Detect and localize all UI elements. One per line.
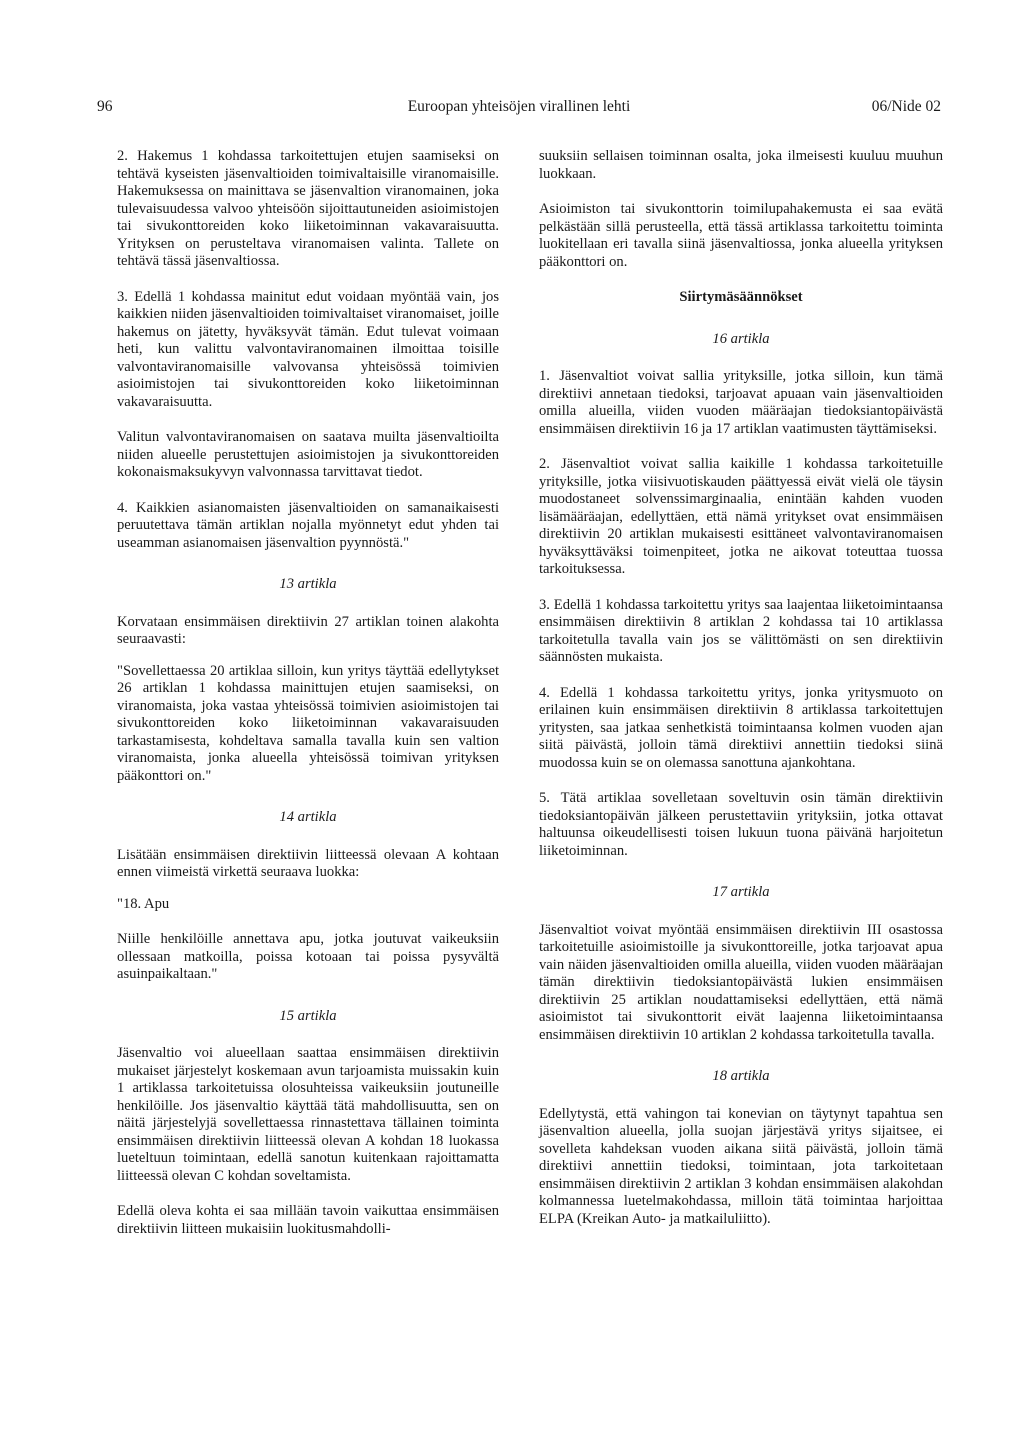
paragraph: Edellä oleva kohta ei saa millään tavoin vaikuttaa ensimmäisen direktiivin liitteen mukaisiin luokitusmahdolli- <box>117 1203 499 1237</box>
quoted-paragraph: "Sovellettaessa 20 artiklaa silloin, kun yritys täyttää edellytykset 26 artiklan 1 kohdassa mainittujen etujen saamiseksi, on viranomaista, joka vastaa yhteisössä toimivien asioimistojen tai sivukonttoreiden koko liiketoiminnan vakavaraisuuden tarkastamisesta, kohdeltava samalla tavalla kuin sen valtion viranomaista, jonka alueella yhteisössä toimivan yrityksen pääkonttori on." <box>117 662 499 784</box>
paragraph: 3. Edellä 1 kohdassa mainitut edut voidaan myöntää vain, jos kaikkien niiden jäsenvaltioiden toimivaltaiset viranomaiset, joille hakemus on jätetty, hyväksyvät tämän. Edut tulevat voimaan heti, kun valittu valvontaviranomainen ilmoittaa toisille valvontaviranomaisille valvovansa yhteisössä toimivien asioimistojen tai sivukonttoreiden koko liiketoiminnan vakavaraisuutta. <box>117 288 499 410</box>
paragraph: 4. Edellä 1 kohdassa tarkoitettu yritys, jonka yritysmuoto on erilainen kuin ensimmäisen direktiivin 8 artiklassa tarkoitettujen yritysten, saa jatkaa senhetkistä toimintaansa kolmen vuoden ajan siitä päivästä, jolloin tämä direktiivi annettiin tiedoksi siinä muodossa kuin se on olemassa sanottuna ajankohtana. <box>539 684 943 771</box>
category-label: "18. Apu <box>117 895 170 912</box>
paragraph: 5. Tätä artiklaa sovelletaan soveltuvin osin tämän direktiivin tiedoksiantopäivän jälkeen perustettaviin yrityksiin, jotka ottavat haltuunsa oikeudellisesti toisen lukuun tuona päivänä harjoitetun liiketoiminnan. <box>539 790 943 859</box>
paragraph: Jäsenvaltiot voivat myöntää ensimmäisen direktiivin III osastossa tarkoitetuille asioimistoille ja sivukonttoreille, jotka tarjoavat apua vain näiden jäsenvaltioiden omilla alueilla, viiden vuoden määräajan tämän direktiivin tiedoksiantopäivästä lukien ensimmäisen direktiivin 25 artiklan noudattamiseksi edellyttäen, että nämä asioimistot tai sivukonttorit eivät laajenna liiketoimintaansa ensimmäisen direktiivin 10 artiklan 2 kohdassa tarkoitetulla tavalla. <box>539 921 943 1043</box>
paragraph: Lisätään ensimmäisen direktiivin liitteessä olevaan A kohtaan ennen viimeistä virkettä seuraava luokka: <box>117 846 499 880</box>
left-column <box>117 148 499 1256</box>
journal-title: Euroopan yhteisöjen virallinen lehti <box>407 98 631 115</box>
article-heading: 14 artikla <box>279 809 337 825</box>
paragraph: 3. Edellä 1 kohdassa tarkoitettu yritys saa laajentaa liiketoimintaansa ensimmäisen direktiivin 8 artiklan 2 kohdassa tai 10 artiklassa tarkoitetulla tavalla vain jos se välittömästi on sen direktiivin säännösten mukaista. <box>539 596 943 665</box>
paragraph: 2. Jäsenvaltiot voivat sallia kaikille 1 kohdassa tarkoitetuille yrityksille, jotka viisivuotiskauden päättyessä eivät vielä ole täysin muodostaneet solvenssimarginaalia, enintään kahden vuoden lisämääräajan, edellyttäen, että nämä yritykset ovat ensimmäisen direktiivin 20 artiklan mukaisesti esittäneet valvontaviranomaisen hyväksyttäväksi toimenpiteet, jotka ne aikovat toteuttaa tuossa tarkoituksessa. <box>539 456 943 577</box>
issue-label: 06/Nide 02 <box>871 98 941 115</box>
article-heading: 16 artikla <box>712 330 770 347</box>
category-text: Niille henkilöille annettava apu, jotka joutuvat vaikeuksiin ollessaan matkoilla, poissa kotoaan tai poissa pysyvältä asuinpaikaltaan." <box>117 931 499 982</box>
page-header <box>97 98 941 122</box>
article-heading: 18 artikla <box>712 1068 770 1084</box>
paragraph: suuksiin sellaisen toiminnan osalta, joka ilmeisesti kuuluu muuhun luokkaan. <box>539 148 943 182</box>
paragraph: Korvataan ensimmäisen direktiivin 27 artiklan toinen alakohta seuraavasti: <box>117 613 499 647</box>
article-heading: 15 artikla <box>279 1007 337 1024</box>
page-number: 96 <box>97 98 113 115</box>
right-column <box>539 148 943 1246</box>
paragraph: Valitun valvontaviranomaisen on saatava muilta jäsenvaltioilta niiden alueelle perustettujen asioimistojen ja sivukonttoreiden kokonaismaksukyvyn valvonnassa tarvittavat tiedot. <box>117 429 499 480</box>
paragraph: Jäsenvaltio voi alueellaan saattaa ensimmäisen direktiivin mukaiset järjestelyt koskemaan avun tarjoamista muissakin kuin 1 artiklassa tarkoitetuissa olosuhteissa vaikeuksiin joutuneille henkilöille. Jos jäsenvaltio käyttää tätä mahdollisuutta, sen on näitä järjestelyjä sovellettaessa rinnastettava tällainen toiminta ensimmäisen direktiivin liitteessä olevan A kohdan 18 luokassa lueteltuun toimintaan, edellä sanotun kuitenkaan rajoittamatta liitteessä olevan C kohdan soveltamista. <box>117 1045 499 1184</box>
paragraph: 1. Jäsenvaltiot voivat sallia yrityksille, jotka silloin, kun tämä direktiivi annetaan tiedoksi, tarjoavat apuaan vain jäsenvaltioiden omilla alueilla, viiden vuoden määräajan tiedoksiantopäivästä ensimmäisen direktiivin 16 ja 17 artiklan vaatimusten täyttämiseksi. <box>539 368 943 437</box>
paragraph: 4. Kaikkien asianomaisten jäsenvaltioiden on samanaikaisesti peruutettava tämän artiklan nojalla myönnetyt edut yhden tai useamman asianomaisen jäsenvaltion pyynnöstä." <box>117 499 499 551</box>
paragraph: Edellytystä, että vahingon tai konevian on täytynyt tapahtua sen jäsenvaltion alueella, jolla suojan järjestävä yritys sijaitsee, ei sovelleta kahdeksan vuoden aikana siitä päivästä, jolloin tämä direktiivi annettiin tiedoksi, toimintaan, jota tarkoitetaan ensimmäisen direktiivin 2 artiklan 3 kohdan ensimmäisen alakohdan kolmannessa luetelmakohdassa, milloin tätä toimintaa harjoittaa ELPA (Kreikan Auto- ja matkailuliitto). <box>539 1105 943 1227</box>
paragraph: Asioimiston tai sivukonttorin toimilupahakemusta ei saa evätä pelkästään sillä perusteella, että tässä artiklassa tarkoitettu toiminta luokitellaan eri tavalla siinä jäsenvaltiossa, jonka alueella yrityksen pääkonttori on. <box>539 201 943 270</box>
article-heading: 17 artikla <box>712 884 770 900</box>
paragraph: 2. Hakemus 1 kohdassa tarkoitettujen etujen saamiseksi on tehtävä kyseisten jäsenvaltioiden toimivaltaisille viranomaisille. Hakemuksessa on mainittava se jäsenvaltion viranomainen, joka tulevaisuudessa valvoo yhteisöön sijoittautuneiden asioimistojen tai sivukonttoreiden koko liiketoiminnan vakavaraisuutta. Yrityksen on perusteltava viranomaisen valinta. Tallete on tehtävä tässä jäsenvaltiossa. <box>117 148 499 269</box>
section-heading: Siirtymäsäännökset <box>679 289 803 305</box>
article-heading: 13 artikla <box>279 576 337 592</box>
